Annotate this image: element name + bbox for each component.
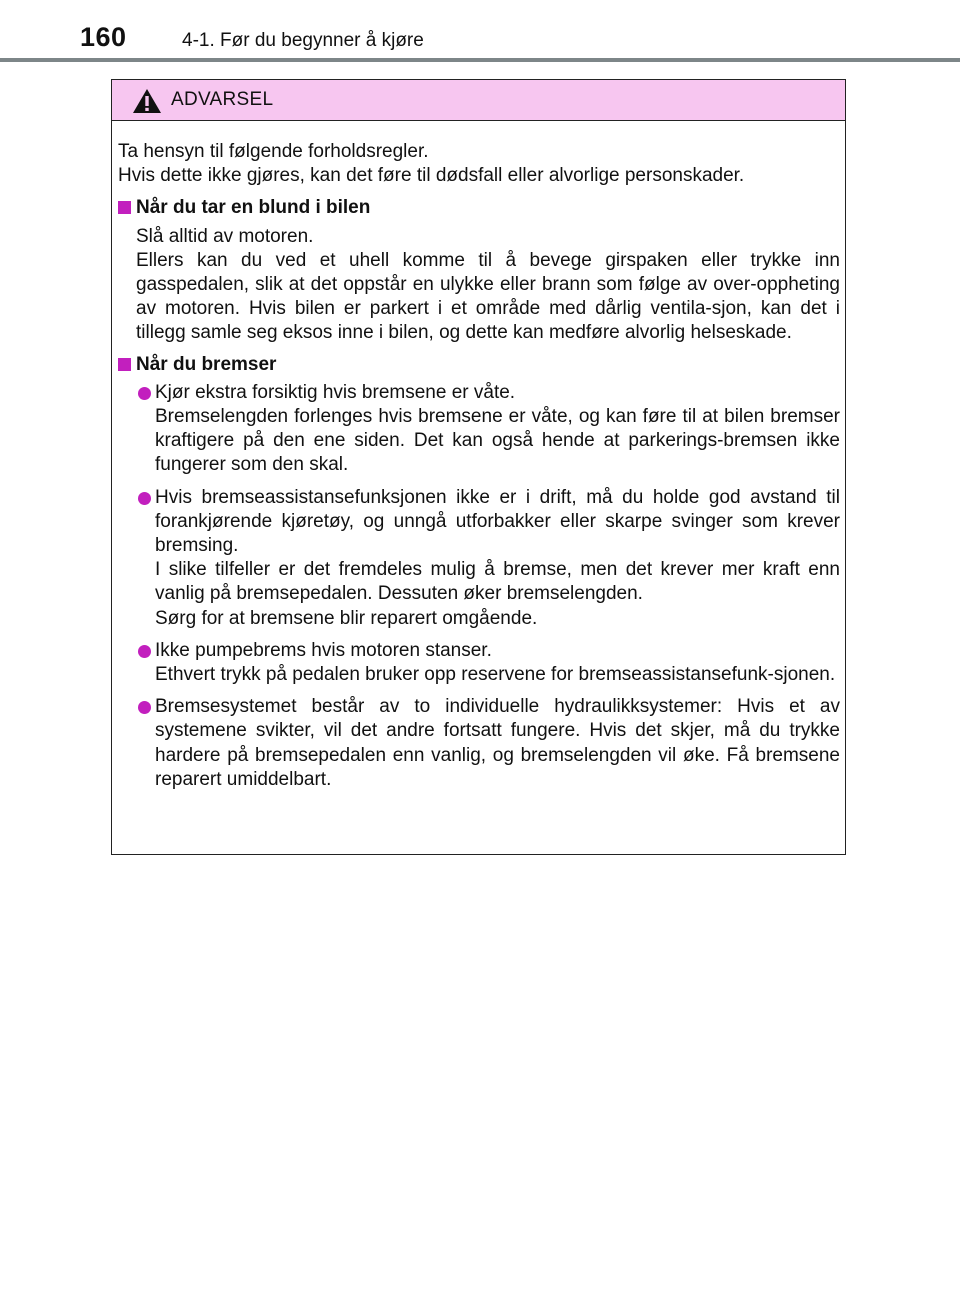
warning-triangle-icon [132, 88, 162, 114]
list-item [118, 381, 840, 478]
warning-box [111, 79, 846, 855]
section-title: 4-1. Før du begynner å kjøre [182, 30, 424, 51]
paragraph: Bremselengden forlenges hvis bremsene er våte, og kan føre til at bilen bremser kraftigere på den ene siden. Det kan også hende at parkerings-bremsen ikke fungerer som den skal. [155, 406, 840, 476]
warning-intro [118, 140, 840, 188]
paragraph: Hvis bremseassistansefunksjonen ikke er i drift, må du holde god avstand til forankjørende kjøretøy, og unngå utforbakker eller skarpe svinger som krever bremsing. [155, 486, 840, 557]
round-bullet-icon [138, 701, 151, 714]
section-heading-text: Når du bremser [136, 353, 277, 375]
section-text-nap [136, 225, 840, 346]
section-heading-braking [118, 353, 840, 377]
square-bullet-icon [118, 201, 131, 214]
page-header [0, 0, 960, 62]
list-item [118, 486, 840, 631]
paragraph: Kjør ekstra forsiktig hvis bremsene er våte. [155, 381, 516, 403]
paragraph: Sørg for at bremsene blir reparert omgående. [155, 607, 538, 629]
round-bullet-icon [138, 645, 151, 658]
paragraph: Slå alltid av motoren. [136, 225, 314, 247]
square-bullet-icon [118, 358, 131, 371]
list-item [118, 639, 840, 687]
list-item [118, 695, 840, 792]
paragraph: Bremsesystemet består av to individuelle hydraulikksystemer: Hvis et av systemene svikter, vil det andre fortsatt fungere. Hvis det skjer, må du trykke hardere på bremsepedalen enn vanlig, og bremselengden vil øke. Få bremsene reparert umiddelbart. [155, 696, 840, 790]
intro-line: Ta hensyn til følgende forholdsregler. [118, 141, 429, 162]
warning-body [118, 140, 840, 800]
round-bullet-icon [138, 387, 151, 400]
paragraph: Ethvert trykk på pedalen bruker opp reservene for bremseassistansefunk-sjonen. [155, 664, 836, 686]
section-heading-nap [118, 196, 840, 220]
header-rule [0, 58, 960, 62]
page-number: 160 [80, 22, 127, 52]
paragraph: Ikke pumpebrems hvis motoren stanser. [155, 639, 492, 661]
intro-line: Hvis dette ikke gjøres, kan det føre til dødsfall eller alvorlige personskader. [118, 165, 745, 187]
section-heading-text: Når du tar en blund i bilen [136, 197, 371, 219]
paragraph: Ellers kan du ved et uhell komme til å bevege girspaken eller trykke inn gasspedalen, slik at det oppstår en ulykke eller brann som følge av over-oppheting av motoren. Hvis bilen er parkert i et område med dårlig ventila-sjon, kan det i tillegg samle seg eksos inne i bilen, og dette kan medføre alvorlig helseskade. [136, 249, 840, 344]
warning-title: ADVARSEL [171, 89, 274, 110]
paragraph: I slike tilfeller er det fremdeles mulig å bremse, men det krever mer kraft enn vanlig på bremsepedalen. Dessuten øker bremselengden. [155, 559, 840, 605]
warning-header [112, 80, 845, 121]
round-bullet-icon [138, 492, 151, 505]
